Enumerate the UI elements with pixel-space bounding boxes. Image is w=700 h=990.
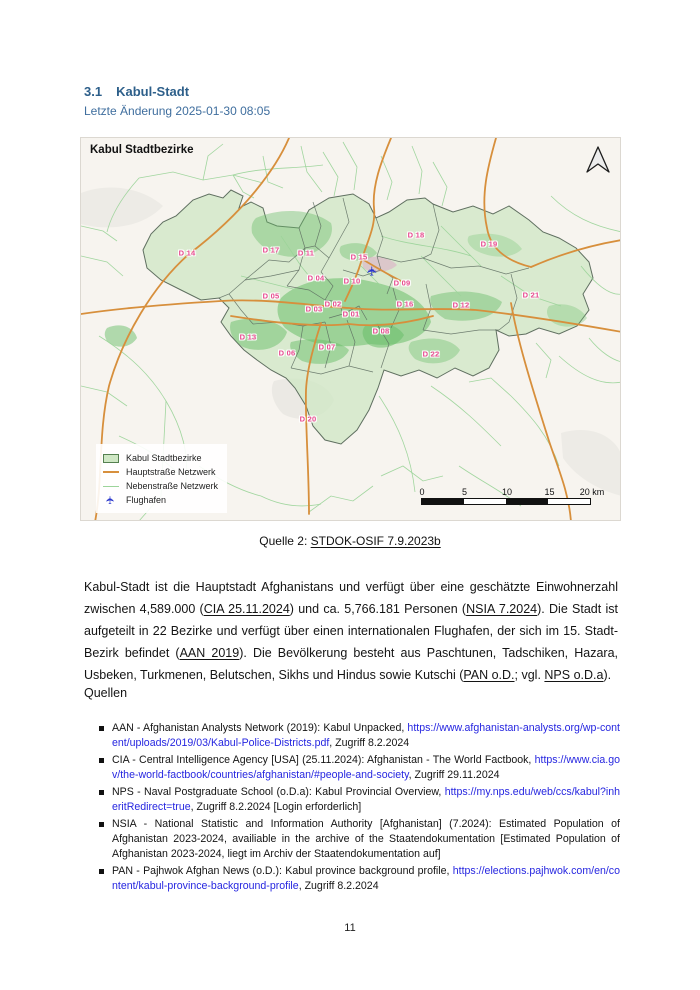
text-run: , Zugriff 29.11.2024 (408, 769, 500, 781)
page-number: 11 (344, 922, 356, 934)
main-road-line-icon (103, 471, 119, 473)
scale-bar-labels (419, 487, 605, 498)
text-run: AAN - Afghanistan Analysts Network (2019): Kabul Unpacked, (112, 722, 408, 734)
district-label: D 13 (239, 332, 257, 342)
source-link[interactable]: https://www.cia.gov/the-world-factbook/countries/afghanistan/#people-and-society (112, 754, 620, 781)
text-run: NSIA - National Statistic and Information Authority [Afghanistan] (7.2024): Estimated Population of Afghanistan 2023-2024, availiable in the archive of the Staatendokumentation [Estimated Population of Afghanistan 2023-2024, liegt im Archiv der Staatendokumentation auf] (112, 818, 620, 860)
section-title: Kabul-Stadt (116, 84, 190, 99)
district-label: D 19 (480, 239, 498, 249)
text-run: PAN - Pajhwok Afghan News (o.D.): Kabul province background profile, (112, 865, 453, 877)
citation-ref: PAN o.D. (463, 668, 515, 682)
legend-label: Hauptstraße Netzwerk (126, 467, 216, 477)
text-run: Kabul-Stadt ist die Hauptstadt Afghanistans und verfügt über eine geschätzte Einwohnerzahl zwischen 4,589.000 ( (84, 580, 618, 616)
section-heading (84, 84, 189, 99)
district-label: D 03 (305, 304, 323, 314)
district-label: D 08 (372, 326, 390, 336)
scale-tick-label: 5 (461, 487, 468, 497)
source-link[interactable]: https://my.nps.edu/web/ccs/kabul?inheritRedirect=true (112, 786, 620, 813)
district-label: D 07 (318, 342, 336, 352)
citation-ref: NSIA 7.2024 (466, 602, 538, 616)
minor-road-line-icon (103, 486, 119, 487)
source-link[interactable]: https://elections.pajhwok.com/en/content/kabul-province-background-profile (112, 865, 620, 892)
scale-tick-label: 0 (419, 487, 425, 497)
legend-row (103, 479, 218, 493)
district-label: D 04 (307, 273, 325, 283)
scale-bar-segment (464, 499, 506, 504)
legend-row (103, 451, 218, 465)
section-number: 3.1 (84, 84, 103, 99)
sources-heading: Quellen (84, 686, 128, 700)
district-label: D 15 (350, 252, 368, 262)
last-modified-note: Letzte Änderung 2025-01-30 08:05 (84, 104, 271, 118)
text-run: ; vgl. (514, 668, 545, 682)
scale-bar (419, 487, 605, 505)
district-label: D 14 (178, 248, 196, 258)
citation-ref: NPS o.D.a (544, 668, 604, 682)
citation-ref: AAN 2019 (179, 646, 240, 660)
district-label: D 12 (452, 300, 470, 310)
map-title: Kabul Stadtbezirke (90, 144, 194, 156)
sources-list (99, 721, 620, 896)
district-label: D 10 (343, 276, 361, 286)
source-item (99, 721, 620, 751)
source-item (99, 864, 620, 894)
district-label: D 20 (299, 414, 317, 424)
text-run: ). Die Bevölkerung besteht aus Paschtunen, Tadschiken, Hazara, Usbeken, Turkmenen, Belutschen, Sikhs und Hindus sowie Kutschi ( (84, 646, 618, 682)
text-run: ). Die Stadt ist aufgeteilt in 22 Bezirke und verfügt über einen internationalen Flughafen, der sich im 15. Stadt-Bezirk befindet ( (84, 602, 618, 660)
source-item (99, 753, 620, 783)
text-run: NPS - Naval Postgraduate School (o.D.a): Kabul Provincial Overview, (112, 786, 445, 798)
district-label: D 11 (297, 248, 315, 258)
source-item (99, 817, 620, 862)
legend-row (103, 465, 218, 479)
district-label: D 16 (396, 299, 414, 309)
scale-tick-label: 10 (501, 487, 513, 497)
legend-row (103, 493, 218, 507)
district-label: D 06 (278, 348, 296, 358)
text-run: ). (603, 668, 612, 682)
text-run: , Zugriff 8.2.2024 [Login erforderlich] (190, 801, 362, 813)
district-label: D 18 (407, 230, 425, 240)
airport-plane-icon: ✈ (105, 495, 117, 505)
district-label: D 21 (522, 290, 540, 300)
text-run: , Zugriff 8.2.2024 (329, 737, 410, 749)
body-paragraph (84, 576, 618, 686)
caption-prefix: Quelle 2: (259, 534, 311, 548)
scale-bar-segment (422, 499, 464, 504)
text-run: ) und ca. 5,766.181 Personen ( (289, 602, 467, 616)
text-run: , Zugriff 8.2.2024 (298, 880, 379, 892)
scale-bar-segments (421, 498, 591, 505)
district-label: D 01 (342, 309, 360, 319)
district-label: D 22 (422, 349, 440, 359)
citation-ref: CIA 25.11.2024 (203, 602, 290, 616)
legend-label: Kabul Stadtbezirke (126, 453, 202, 463)
legend-label: Nebenstraße Netzwerk (126, 481, 219, 491)
source-item (99, 785, 620, 815)
text-run: CIA - Central Intelligence Agency [USA] (25.11.2024): Afghanistan - The World Factbook, (112, 754, 535, 766)
caption-source-ref: STDOK-OSIF 7.9.2023b (310, 534, 441, 548)
scale-tick-label: 20 km (579, 487, 605, 497)
scale-bar-segment (506, 499, 548, 504)
district-label: D 02 (324, 299, 342, 309)
airport-icon: ✈ (364, 265, 380, 277)
scale-bar-segment (548, 499, 590, 504)
district-label: D 09 (393, 278, 411, 288)
map-legend (96, 444, 227, 513)
district-swatch-icon (103, 454, 119, 463)
legend-label: Flughafen (126, 495, 167, 505)
figure-caption (0, 534, 700, 548)
district-label: D 17 (262, 245, 280, 255)
north-arrow-icon (587, 147, 609, 172)
scale-tick-label: 15 (544, 487, 555, 497)
source-link[interactable]: https://www.afghanistan-analysts.org/wp-content/uploads/2019/03/Kabul-Police-Districts.pdf (112, 722, 620, 749)
kabul-districts-map (80, 137, 621, 521)
district-label: D 05 (262, 291, 280, 301)
